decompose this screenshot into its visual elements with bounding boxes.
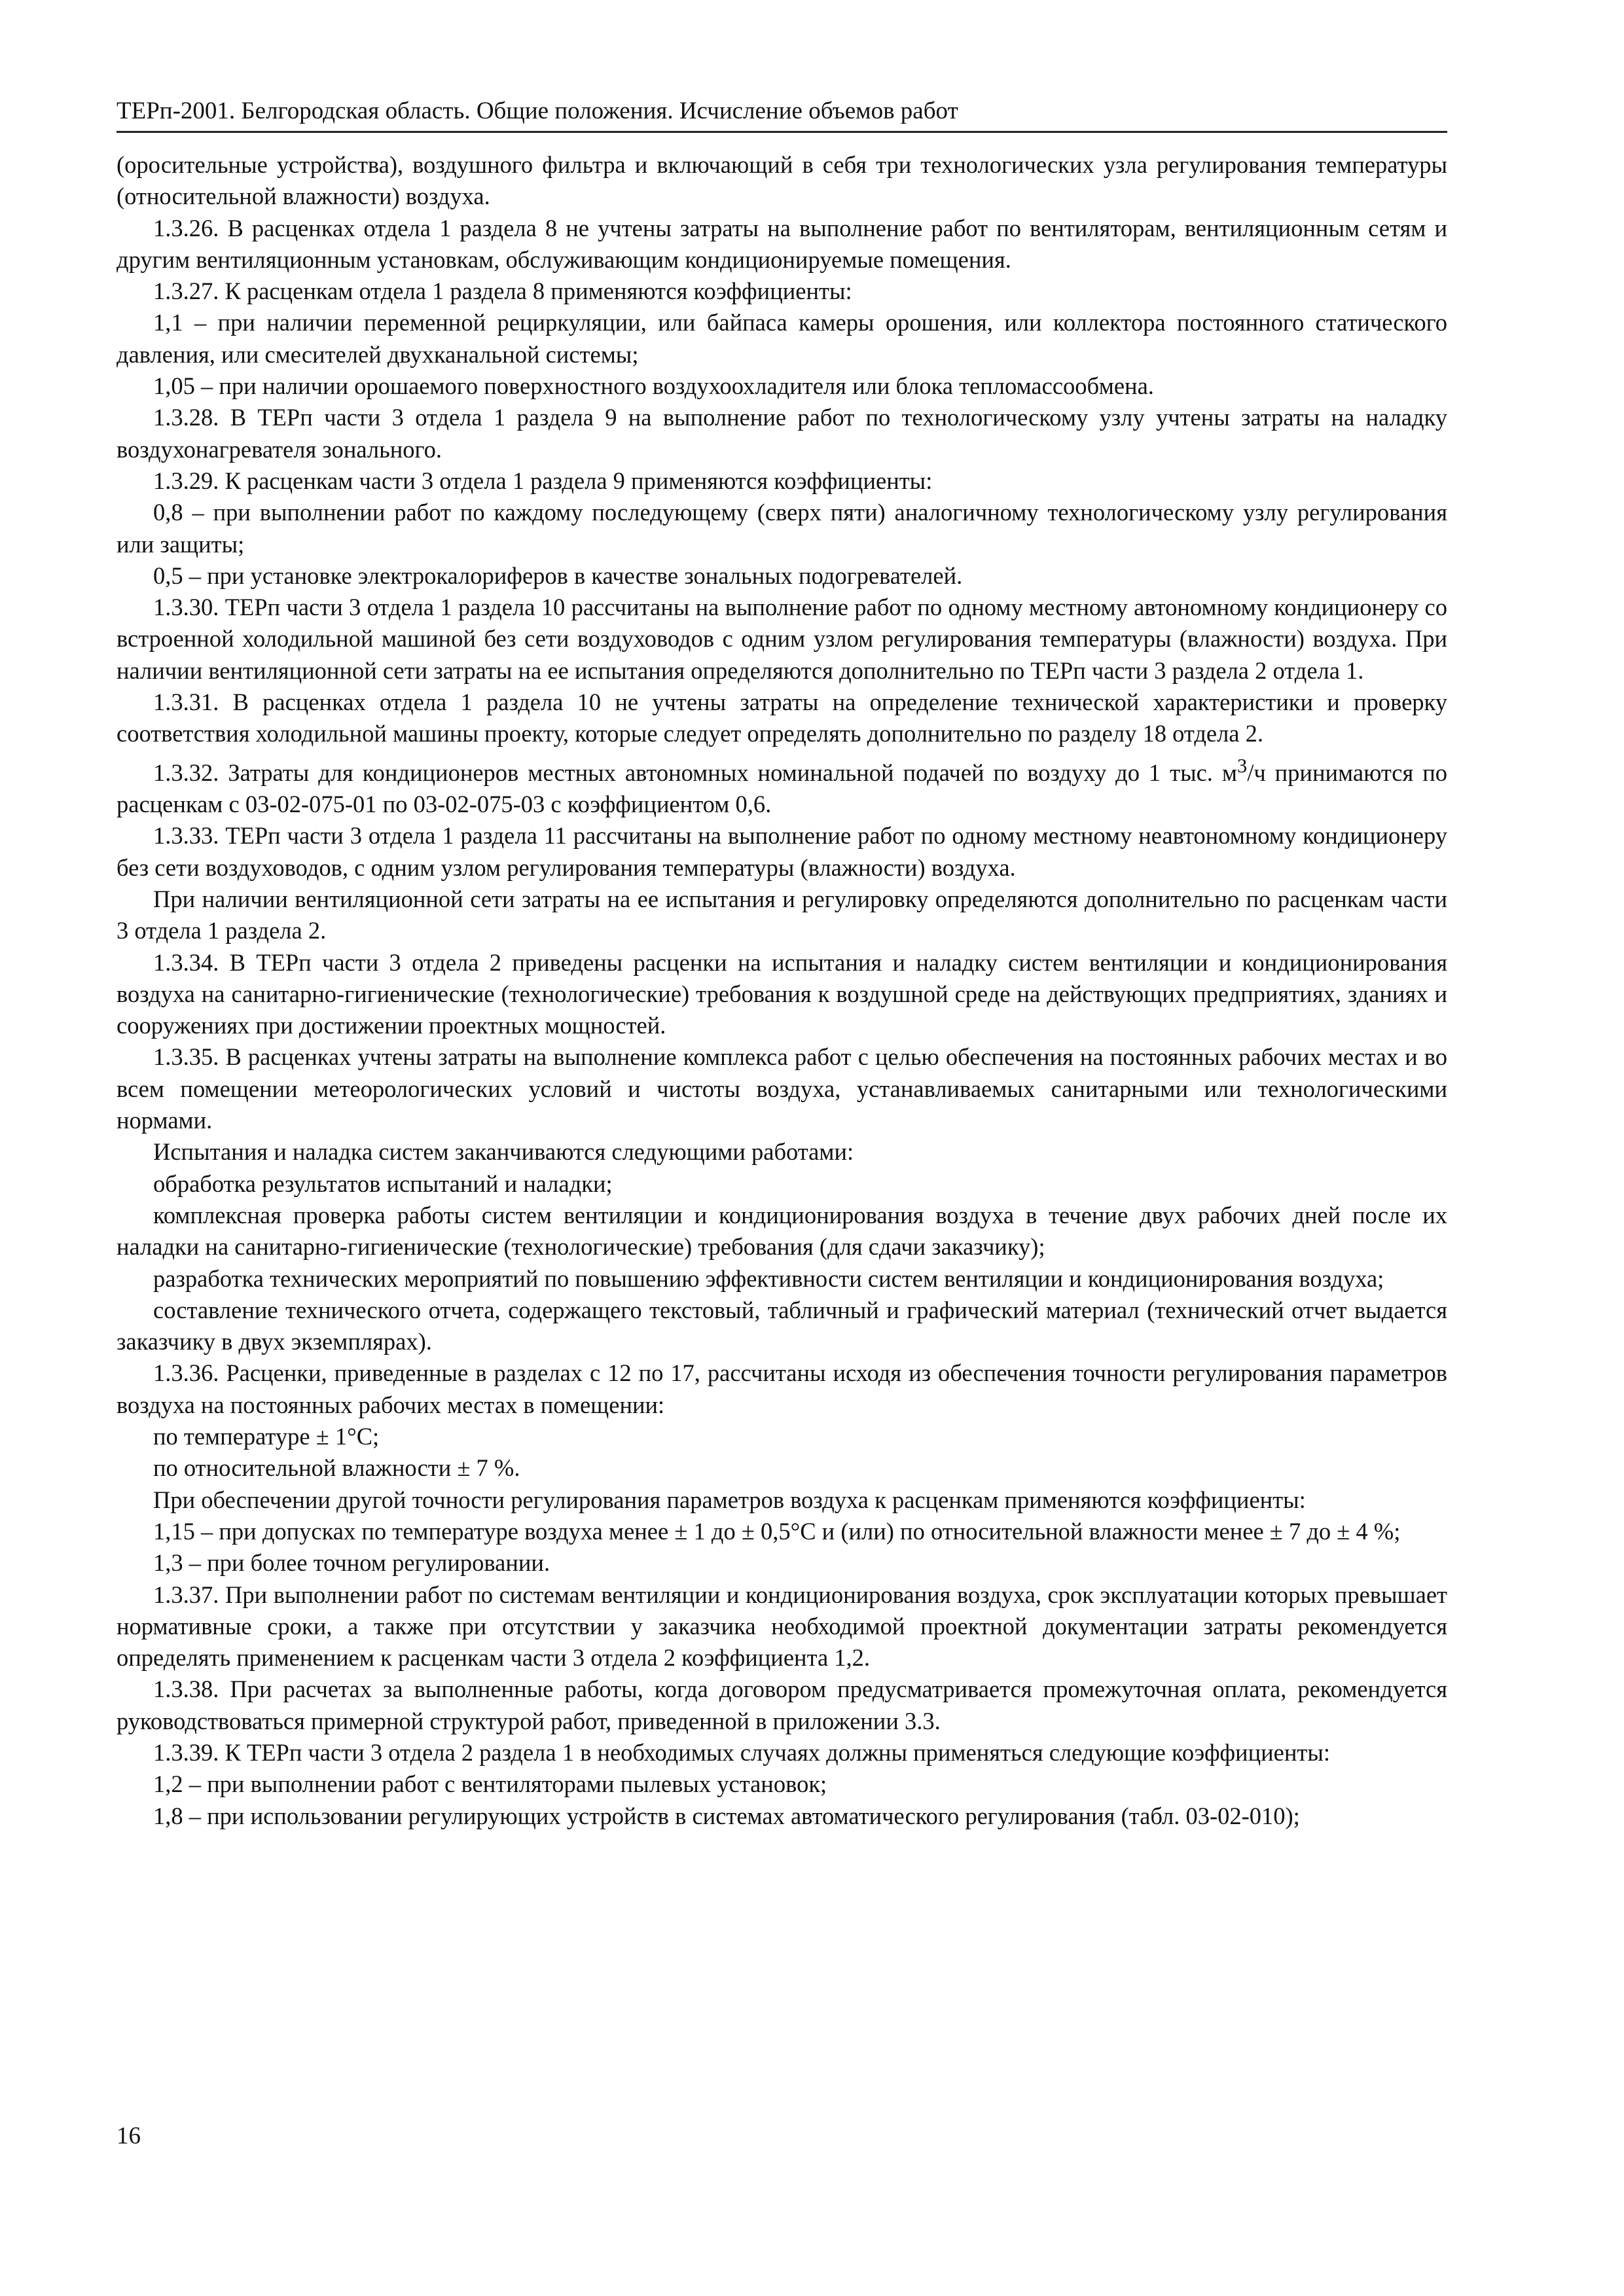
- paragraph: составление технического отчета, содержащего текстовый, табличный и графический материал (технический отчет выдается заказчику в двух экземплярах).: [117, 1296, 1447, 1355]
- paragraph: 1.3.27. К расценкам отдела 1 раздела 8 применяются коэффициенты:: [153, 278, 852, 305]
- paragraph: 1.3.33. ТЕРп части 3 отдела 1 раздела 11 рассчитаны на выполнение работ по одному местному неавтономному кондиционеру без сети воздуховодов, с одним узлом регулирования температуры (влажности) воздуха.: [117, 822, 1447, 881]
- paragraph: обработка результатов испытаний и наладки;: [153, 1170, 613, 1197]
- running-header: ТЕРп-2001. Белгородская область. Общие положения. Исчисление объемов работ: [117, 96, 1447, 133]
- body-text: [117, 149, 1447, 1832]
- paragraph: При наличии вентиляционной сети затраты на ее испытания и регулировку определяются дополнительно по расценкам части 3 отдела 1 раздела 2.: [117, 885, 1447, 944]
- paragraph: 1.3.36. Расценки, приведенные в разделах с 12 по 17, рассчитаны исходя из обеспечения точности регулирования параметров воздуха на постоянных рабочих местах в помещении:: [117, 1359, 1447, 1418]
- paragraph: 1.3.29. К расценкам части 3 отдела 1 раздела 9 применяются коэффициенты:: [153, 467, 933, 494]
- paragraph: 1,2 – при выполнении работ с вентиляторами пылевых установок;: [153, 1770, 827, 1798]
- paragraph: комплексная проверка работы систем вентиляции и кондиционирования воздуха в течение двух рабочих дней после их наладки на санитарно-гигиенические (технологические) требования (для сдачи заказчику);: [117, 1201, 1447, 1261]
- paragraph-text: /ч принимаются по расценкам с 03-02-075-01 по 03-02-075-03 с коэффициентом 0,6.: [117, 759, 1447, 818]
- paragraph: При обеспечении другой точности регулирования параметров воздуха к расценкам применяются коэффициенты:: [153, 1486, 1306, 1513]
- paragraph: по температуре ± 1°С;: [153, 1423, 380, 1450]
- paragraph: 1.3.37. При выполнении работ по системам вентиляции и кондиционирования воздуха, срок эксплуатации которых превышает нормативные сроки, а также при отсутствии у заказчика необходимой проектной документации затраты рекомендуется определять применением к расценкам части 3 отдела 2 коэффициента 1,2.: [117, 1581, 1447, 1672]
- paragraph: [117, 750, 1447, 821]
- paragraph: 1,8 – при использовании регулирующих устройств в системах автоматического регулирования (табл. 03-02-010);: [153, 1802, 1300, 1829]
- paragraph: 1,05 – при наличии орошаемого поверхностного воздухоохладителя или блока тепломассообмена.: [153, 372, 1154, 400]
- page-number: 16: [117, 2123, 141, 2149]
- superscript: 3: [1236, 754, 1248, 777]
- paragraph: 1,1 – при наличии переменной рециркуляции, или байпаса камеры орошения, или коллектора постоянного статического давления, или смесителей двухканальной системы;: [117, 309, 1447, 368]
- paragraph: 1.3.28. В ТЕРп части 3 отдела 1 раздела 9 на выполнение работ по технологическому узлу учтены затраты на наладку воздухонагревателя зонального.: [117, 404, 1447, 463]
- paragraph: 1,15 – при допусках по температуре воздуха менее ± 1 до ± 0,5°С и (или) по относительной влажности менее ± 7 до ± 4 %;: [153, 1517, 1401, 1545]
- paragraph: 1.3.34. В ТЕРп части 3 отдела 2 приведены расценки на испытания и наладку систем вентиляции и кондиционирования воздуха на санитарно-гигиенические (технологические) требования к воздушной среде на действующих предприятиях, зданиях и сооружениях при достижении проектных мощностей.: [117, 948, 1447, 1039]
- paragraph: по относительной влажности ± 7 %.: [153, 1454, 520, 1482]
- paragraph: (оросительные устройства), воздушного фильтра и включающий в себя три технологических узла регулирования температуры (относительной влажности) воздуха.: [117, 151, 1447, 210]
- paragraph: 1.3.38. При расчетах за выполненные работы, когда договором предусматривается промежуточная оплата, рекомендуется руководствоваться примерной структурой работ, приведенной в приложении 3.3.: [117, 1676, 1447, 1734]
- paragraph-text: 1.3.32. Затраты для кондиционеров местных автономных номинальной подачей по воздуху до 1 тыс. м: [153, 759, 1237, 786]
- paragraph: 0,8 – при выполнении работ по каждому последующему (сверх пяти) аналогичному технологическому узлу регулирования или защиты;: [117, 499, 1447, 558]
- paragraph: 1.3.30. ТЕРп части 3 отдела 1 раздела 10 рассчитаны на выполнение работ по одному местному автономному кондиционеру со встроенной холодильной машиной без сети воздуховодов с одним узлом регулирования температуры (влажности) воздуха. При наличии вентиляционной сети затраты на ее испытания определяются дополнительно по ТЕРп части 3 раздела 2 отдела 1.: [117, 594, 1447, 684]
- paragraph: разработка технических мероприятий по повышению эффективности систем вентиляции и кондиционирования воздуха;: [153, 1265, 1384, 1292]
- paragraph: 1.3.35. В расценках учтены затраты на выполнение комплекса работ с целью обеспечения на постоянных рабочих местах и во всем помещении метеорологических условий и чистоты воздуха, устанавливаемых санитарными или технологическими нормами.: [117, 1043, 1447, 1134]
- paragraph: 0,5 – при установке электрокалориферов в качестве зональных подогревателей.: [153, 562, 963, 589]
- paragraph: Испытания и наладка систем заканчиваются следующими работами:: [153, 1138, 854, 1166]
- paragraph: 1.3.39. К ТЕРп части 3 отдела 2 раздела 1 в необходимых случаях должны применяться следующие коэффициенты:: [153, 1739, 1330, 1766]
- paragraph: 1,3 – при более точном регулировании.: [153, 1549, 550, 1577]
- paragraph: 1.3.26. В расценках отдела 1 раздела 8 не учтены затраты на выполнение работ по вентиляторам, вентиляционным сетям и другим вентиляционным установкам, обслуживающим кондиционируемые помещения.: [117, 214, 1447, 273]
- paragraph: 1.3.31. В расценках отдела 1 раздела 10 не учтены затраты на определение технической характеристики и проверку соответствия холодильной машины проекту, которые следует определять дополнительно по разделу 18 отдела 2.: [117, 689, 1447, 747]
